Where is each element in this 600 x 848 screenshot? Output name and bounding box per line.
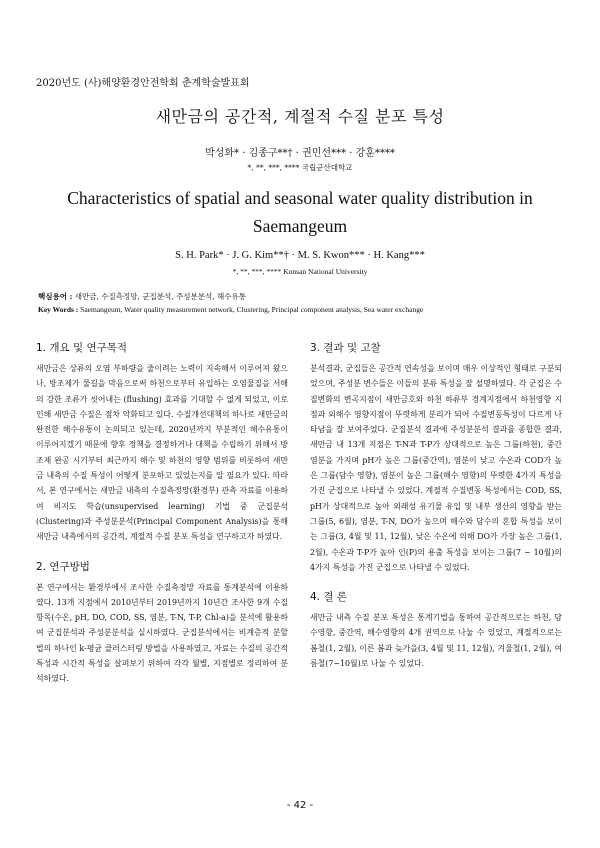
affiliation-english: *, **, ***, **** Kunsan National University xyxy=(232,267,368,276)
section-text-introduction: 새만금은 상류의 오염 부하량을 줄이려는 노력이 지속해서 이루어져 왔으나, 방조제가 물길을 막음으로써 하천으로부터 유입하는 오염물질을 서해의 강한 조류가 씻어내는 (flushing) 효과를 기대할 수 없게 되었고, 이로 인해 새만금 수질은 점차 악화되고 있다. 수질개선대책의 하나로 새만금의 완전한 해수유통이 논의되고 있는데, 2020년까지 부분적인 해수유통이 이루어지겠기 때문에 향후 정책을 결정하거나 대책을 수립하기 위해서 방조제 완공 시기부터 최근까지 해수 및 하천의 영향 범위를 비롯하여 새만금 내측의 수질 특성이 어떻게 분포하고 있었는지를 알 필요가 있다. 따라서, 본 연구에서는 새만금 내측의 수질측정망(환경부) 관측 자료를 이용하여 비지도 학습(unsupervised learning) 기법 중 군집분석(Clustering)과 주성분분석(Principal Component Analysis)을 통해 새만금 내측에서의 공간적, 계절적 수질 분포 특성을 연구하고자 하였다. xyxy=(36,364,288,542)
section-text-method: 본 연구에서는 환경부에서 조사한 수질측정망 자료를 통계분석에 이용하였다. 13개 지점에서 2010년부터 2019년까지 10년간 조사한 9개 수질항목(수온, pH, DO, COD, SS, 염분, T-N, T-P, Chl-a)을 분석에 활용하여 군집분석과 주성분분석을 실시하였다. 군집분석에서는 비계층적 분할법의 하나인 k-평균 클러스터링 방법을 사용하였고, 자료는 수질의 공간적 특성과 시간적 특성을 살펴보기 위하여 각각 월별, 지점별로 정리하여 분석하였다. xyxy=(36,582,288,684)
keywords-english-label: Key Words : xyxy=(38,305,79,314)
authors-korean: 박성화* · 김종구**† · 권민선*** · 강훈**** xyxy=(205,148,395,159)
keywords-english-text: Saemangeum, Water quality measurement network, Clustering, Principal component analysis, Sea water exchange xyxy=(80,305,424,314)
section-title-results: 3. 결과 및 고찰 xyxy=(310,342,381,354)
keywords-english xyxy=(38,304,578,316)
section-text-conclusion: 새만금 내측 수질 분포 특성은 통계기법을 통하여 공간적으로는 하천, 담수영향, 중간역, 해수영향의 4개 권역으로 나눌 수 있었고, 계절적으로는 봄철(1, 2월), 이른 봄과 늦가을(3, 4월 및 11, 12월), 겨울철(1, 2월), 여름철(7~10월)로 나눌 수 있었다. xyxy=(310,613,562,669)
section-title-conclusion: 4. 결 론 xyxy=(310,591,347,604)
paper-title-english: Characteristics of spatial and seasonal water quality distribution in Saemangeum xyxy=(67,188,533,236)
keywords-korean-label: 핵심용어 : xyxy=(38,292,73,301)
section-title-method: 2. 연구방법 xyxy=(36,560,90,573)
paper-title-korean: 새만금의 공간적, 계절적 수질 분포 특성 xyxy=(155,107,445,126)
keywords-korean xyxy=(38,291,578,303)
conference-header: 2020년도 (사)해양환경안전학회 춘계학술발표회 xyxy=(36,78,250,89)
page-number: - 42 - xyxy=(286,800,314,811)
section-text-results: 분석결과, 군집들은 공간적 연속성을 보이며 매우 이상적인 형태로 구분되었으며, 주성분 변수들은 이들의 분류 특성을 잘 설명하였다. 각 군집은 수질변화의 변곡지점이 새만금호와 하천 하류부 경계지점에서 하천영향 지점과 외해수 영향지점이 뚜렷하게 분리가 되어 수질변동특성이 다르게 나타남을 잘 보여주었다. 군집분석 결과에 주성분분석 결과를 종합한 결과, 새만금 내 13개 지점은 T-N과 T-P가 상대적으로 높은 그룹(하천), 중간 염분을 가지며 pH가 높은 그룹(중간역), 염분이 낮고 수온과 COD가 높은 그룹(담수 영향), 염분이 높은 그룹(해수 영향)의 뚜렷한 4가지 특성을 가진 군집으로 나타낼 수 있었다. 계절적 수질변동 특성에서는 COD, SS, pH가 상대적으로 높아 외래성 유기물 유입 및 내부 생산의 영향을 받는 그룹(5, 6월), 염분, T-N, DO가 높으며 해수와 담수의 혼합 특성을 보이는 그룹(3, 4월 및 11, 12월), 낮은 수온에 의해 DO가 가장 높은 그룹(1, 2월), 수온과 T-P가 높아 인(P)의 용출 특성을 보이는 그룹(7 ~ 10월)의 4가지 특성을 가진 군집으로 나타낼 수 있었다. xyxy=(310,364,562,572)
authors-english: S. H. Park* · J. G. Kim**† · M. S. Kwon*** · H. Kang*** xyxy=(175,250,425,261)
affiliation-korean: *, **, ***, **** 국립군산대학교 xyxy=(247,163,353,172)
right-column xyxy=(310,340,562,671)
section-title-introduction: 1. 개요 및 연구목적 xyxy=(36,342,128,354)
left-column xyxy=(36,340,288,687)
keywords-korean-text: 새만금, 수질측정망, 군집분석, 주성분분석, 해수유통 xyxy=(74,292,246,301)
